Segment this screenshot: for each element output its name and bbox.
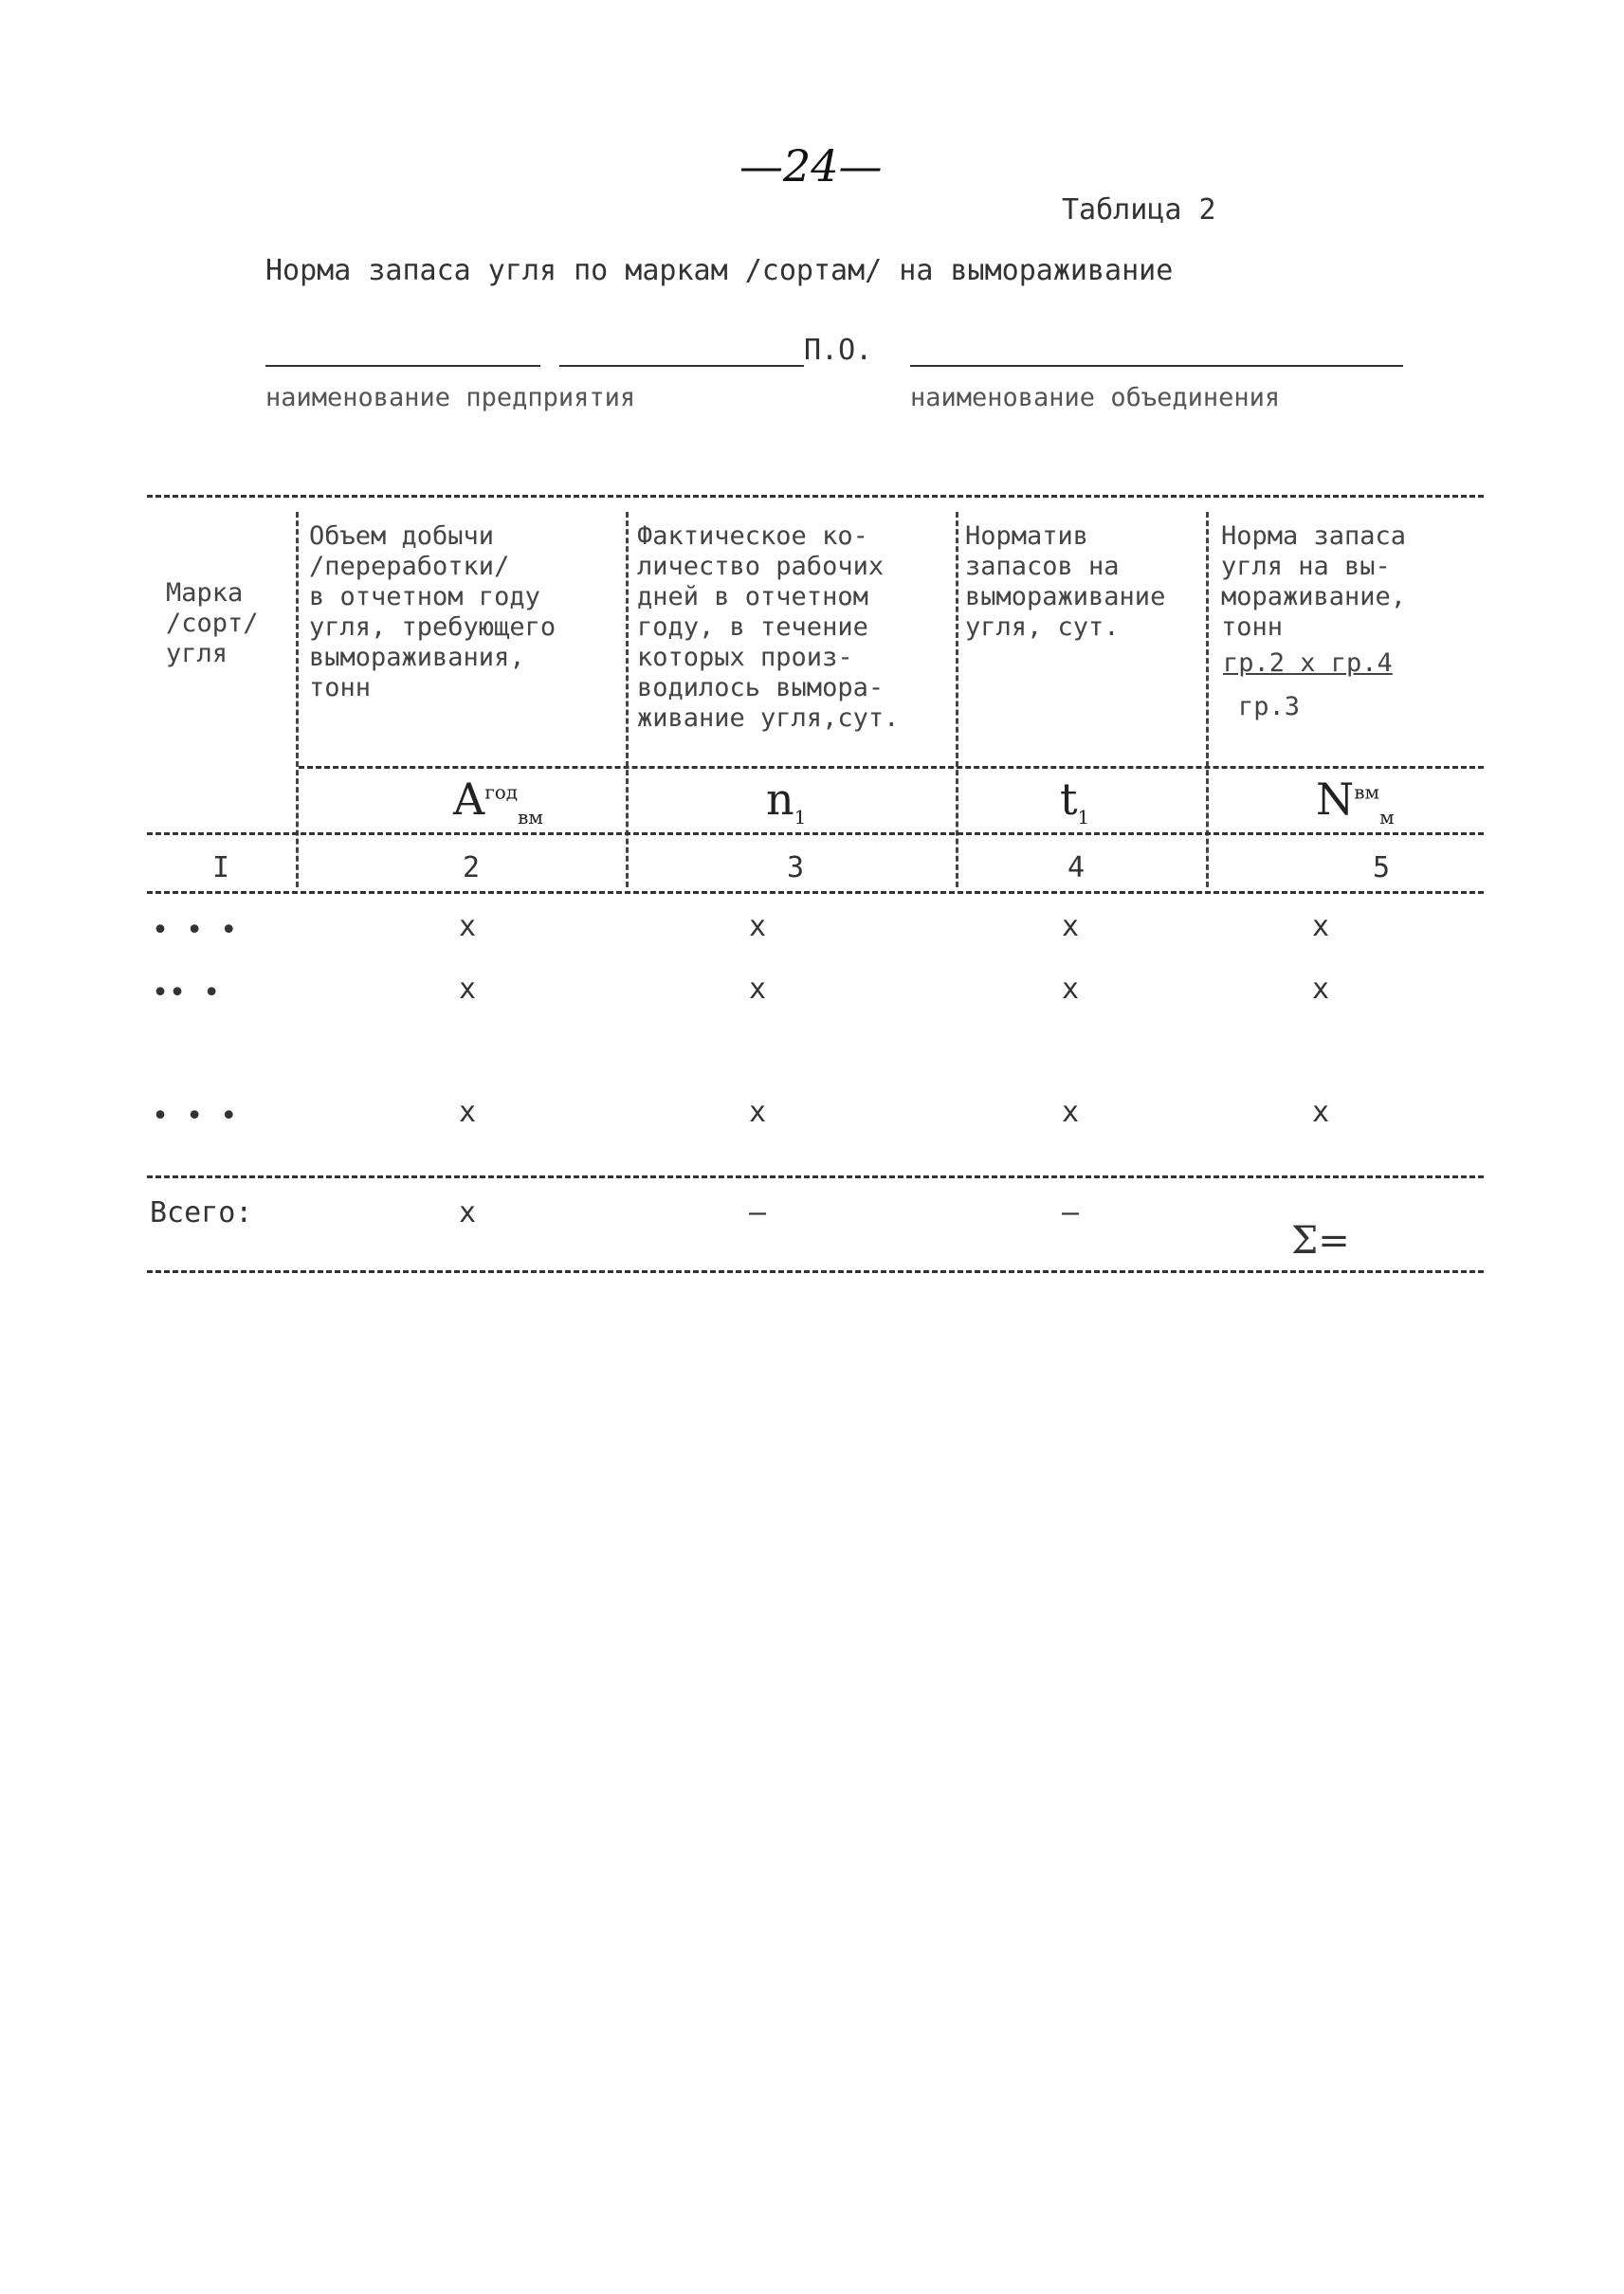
header-days: Фактическое ко- личество рабочих дней в отчетном году, в течение которых произ- водилось вымора- живание угля,сут.	[637, 521, 900, 733]
cell-days: x	[749, 973, 767, 1006]
cell-days: x	[749, 910, 767, 943]
total-top-rule	[147, 1175, 1484, 1178]
column-numbers-rule	[147, 891, 1484, 894]
total-volume: x	[459, 1196, 477, 1229]
symbol-n-vm-m: $N^{вм}_м$	[1316, 774, 1395, 829]
column-separator-1	[296, 512, 299, 887]
formula-numerator: гр.2 х гр.4	[1223, 648, 1393, 678]
header-grade: Марка /сорт/ угля	[166, 578, 259, 668]
caption-enterprise: наименование предприятия	[265, 383, 636, 412]
cell-norm-days: x	[1062, 1096, 1080, 1129]
cell-volume: x	[459, 1096, 477, 1129]
caption-association: наименование объединения	[910, 383, 1281, 412]
cell-volume: x	[459, 973, 477, 1006]
column-number-2: 2	[463, 851, 481, 884]
blank-line-enterprise-2	[559, 365, 804, 367]
cell-norm-tonnes: x	[1312, 1096, 1330, 1129]
column-number-1: I	[212, 851, 230, 884]
cell-norm-days: x	[1062, 973, 1080, 1006]
symbol-n1: $n_1$	[766, 774, 807, 829]
total-label: Всего:	[150, 1196, 253, 1229]
po-label: П.О.	[804, 334, 873, 367]
cell-norm-tonnes: x	[1312, 973, 1330, 1006]
blank-line-association	[910, 365, 1403, 367]
header-norm-tonnes: Норма запаса угля на вы- мораживание, тонн	[1221, 521, 1407, 642]
row-label: • • •	[152, 1100, 238, 1133]
column-separator-4	[1206, 512, 1209, 887]
formula-denominator: гр.3	[1238, 692, 1301, 721]
column-number-5: 5	[1373, 851, 1391, 884]
symbol-t1: $t_1$	[1060, 774, 1090, 829]
total-days: –	[749, 1196, 767, 1229]
document-title: Норма запаса угля по маркам /сортам/ на вымораживание	[265, 254, 1174, 287]
page-number: —24—	[739, 140, 883, 191]
row-label: • • •	[152, 914, 238, 947]
header-bottom-rule	[147, 832, 1484, 835]
symbol-a-god-vm: $A^{год}_{вм}$	[453, 774, 543, 829]
blank-line-enterprise-1	[265, 365, 540, 367]
column-separator-3	[956, 512, 958, 887]
symbol-row-rule	[299, 766, 1484, 769]
column-separator-2	[626, 512, 629, 887]
cell-norm-tonnes: x	[1312, 910, 1330, 943]
total-norm-tonnes: Σ=	[1291, 1219, 1350, 1263]
column-number-4: 4	[1067, 851, 1086, 884]
column-number-3: 3	[787, 851, 805, 884]
header-norm-days: Норматив запасов на вымораживание угля, сут.	[965, 521, 1166, 642]
table-top-rule	[147, 495, 1484, 498]
cell-days: x	[749, 1096, 767, 1129]
total-norm-days: –	[1062, 1196, 1080, 1229]
header-volume: Объем добычи /переработки/ в отчетном году угля, требующего вымораживания, тонн	[309, 521, 557, 702]
table-label: Таблица 2	[1062, 193, 1216, 227]
table-bottom-rule	[147, 1270, 1484, 1273]
cell-volume: x	[459, 910, 477, 943]
row-label: •• •	[152, 976, 221, 1010]
cell-norm-days: x	[1062, 910, 1080, 943]
